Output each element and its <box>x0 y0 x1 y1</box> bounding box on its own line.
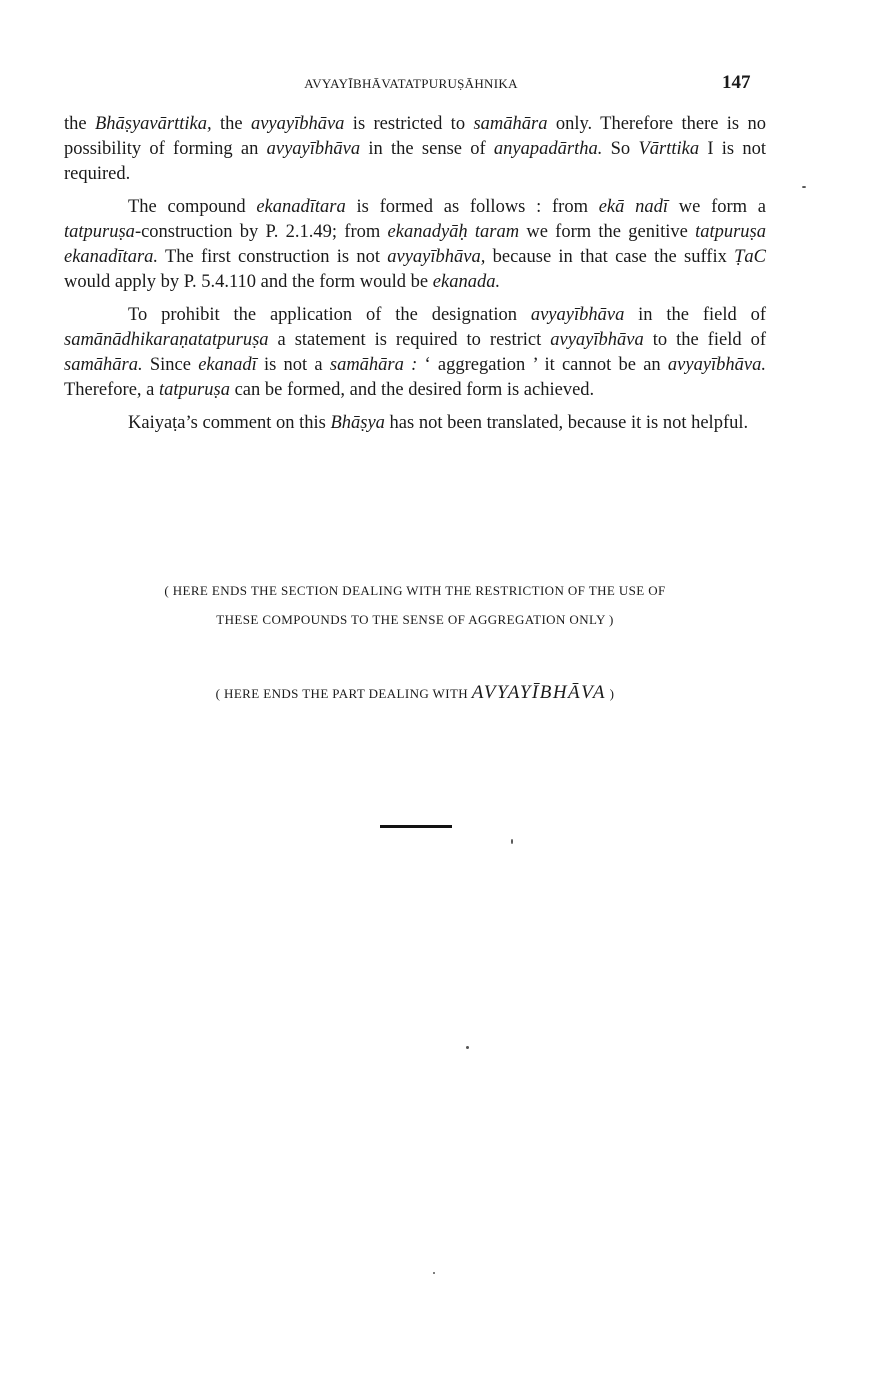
page-number: 147 <box>722 72 751 93</box>
scan-speck <box>433 1272 435 1274</box>
text-run: is restricted to <box>344 114 474 134</box>
italic-term: samāhāra. <box>64 355 143 375</box>
italic-term: tatpuruṣa ekanadītara. <box>64 222 767 267</box>
section-end-line-1: ( HERE ENDS THE SECTION DEALING WITH THE RESTRICTION OF THE USE OF <box>164 583 666 598</box>
paragraph-1 <box>64 112 766 187</box>
text-run: the <box>211 114 251 134</box>
italic-term: ekanadī <box>198 355 257 375</box>
part-end-suffix: ) <box>609 686 615 701</box>
section-end-line-2: THESE COMPOUNDS TO THE SENSE OF AGGREGATION ONLY ) <box>216 612 614 627</box>
italic-term: samāhāra : <box>329 355 418 375</box>
paragraph-2 <box>64 195 766 295</box>
text-run: is not a <box>256 355 330 375</box>
paragraph-3 <box>64 303 766 403</box>
running-head <box>0 72 894 96</box>
text-run: because in that case the suffix <box>485 247 735 267</box>
body-text <box>64 112 766 444</box>
italic-term: Bhāṣyavārttika, <box>94 114 212 134</box>
text-run: a statement is required to restrict <box>268 330 551 350</box>
text-run: The compound <box>128 197 257 217</box>
italic-term: tatpuruṣa <box>64 222 135 242</box>
italic-term: samānādhikaraṇatatpuruṣa <box>64 330 269 350</box>
part-end-note <box>64 682 766 704</box>
text-run: we form the genitive <box>519 222 696 242</box>
italic-term: avyayībhāva, <box>387 247 486 267</box>
italic-term: avyayībhāva <box>250 114 345 134</box>
scan-speck <box>466 1046 469 1049</box>
italic-term: ṬaC <box>734 247 766 267</box>
italic-term: samāhāra <box>473 114 548 134</box>
text-run: ‘ aggregation ’ it cannot be an <box>417 355 668 375</box>
text-run: in the sense of <box>360 139 494 159</box>
text-run: would apply by P. 5.4.110 and the form would be <box>64 272 433 292</box>
part-end-prefix: ( HERE ENDS THE PART DEALING WITH <box>215 686 469 701</box>
text-run: has not been translated, because it is not helpful. <box>384 413 749 433</box>
italic-term: ekanadyāḥ taram <box>387 222 520 242</box>
text-run: we form a <box>668 197 766 217</box>
text-run: I is not required. <box>64 139 767 184</box>
italic-term: ekanadītara <box>256 197 346 217</box>
italic-term: Vārttika <box>638 139 700 159</box>
text-run: So <box>602 139 639 159</box>
text-run: only. Therefore there is no possibility of forming an <box>64 114 766 159</box>
paragraph-4 <box>64 411 766 436</box>
italic-term: avyayībhāva <box>530 305 625 325</box>
text-run: is formed as follows : from <box>345 197 599 217</box>
italic-term: tatpuruṣa <box>159 380 230 400</box>
section-end-note <box>64 576 766 634</box>
italic-term: avyayībhāva <box>550 330 644 350</box>
italic-term: avyayībhāva <box>266 139 361 159</box>
part-end-term: AVYAYĪBHĀVA <box>471 682 606 703</box>
text-run: Kaiyaṭa’s comment on this <box>128 413 331 433</box>
text-run: Therefore, a <box>64 380 160 400</box>
running-title: AVYAYĪBHĀVATATPURUṢĀHNIKA <box>304 76 518 91</box>
text-run: To prohibit the application of the designation <box>128 305 531 325</box>
text-run: -construction by P. 2.1.49; from <box>134 222 388 242</box>
italic-term: ekā nadī <box>598 197 669 217</box>
italic-term: Bhāṣya <box>330 413 385 433</box>
text-run: Since <box>142 355 199 375</box>
scan-speck <box>802 186 806 188</box>
scan-speck <box>511 839 513 844</box>
text-run: the <box>64 114 95 134</box>
text-run: to the field of <box>643 330 766 350</box>
text-run: in the field of <box>624 305 766 325</box>
italic-term: avyayībhāva. <box>667 355 767 375</box>
closing-rule <box>380 825 452 828</box>
text-run: The first construction is not <box>158 247 388 267</box>
italic-term: anyapadārtha. <box>493 139 603 159</box>
italic-term: ekanada. <box>432 272 501 292</box>
text-run: can be formed, and the desired form is achieved. <box>229 380 595 400</box>
